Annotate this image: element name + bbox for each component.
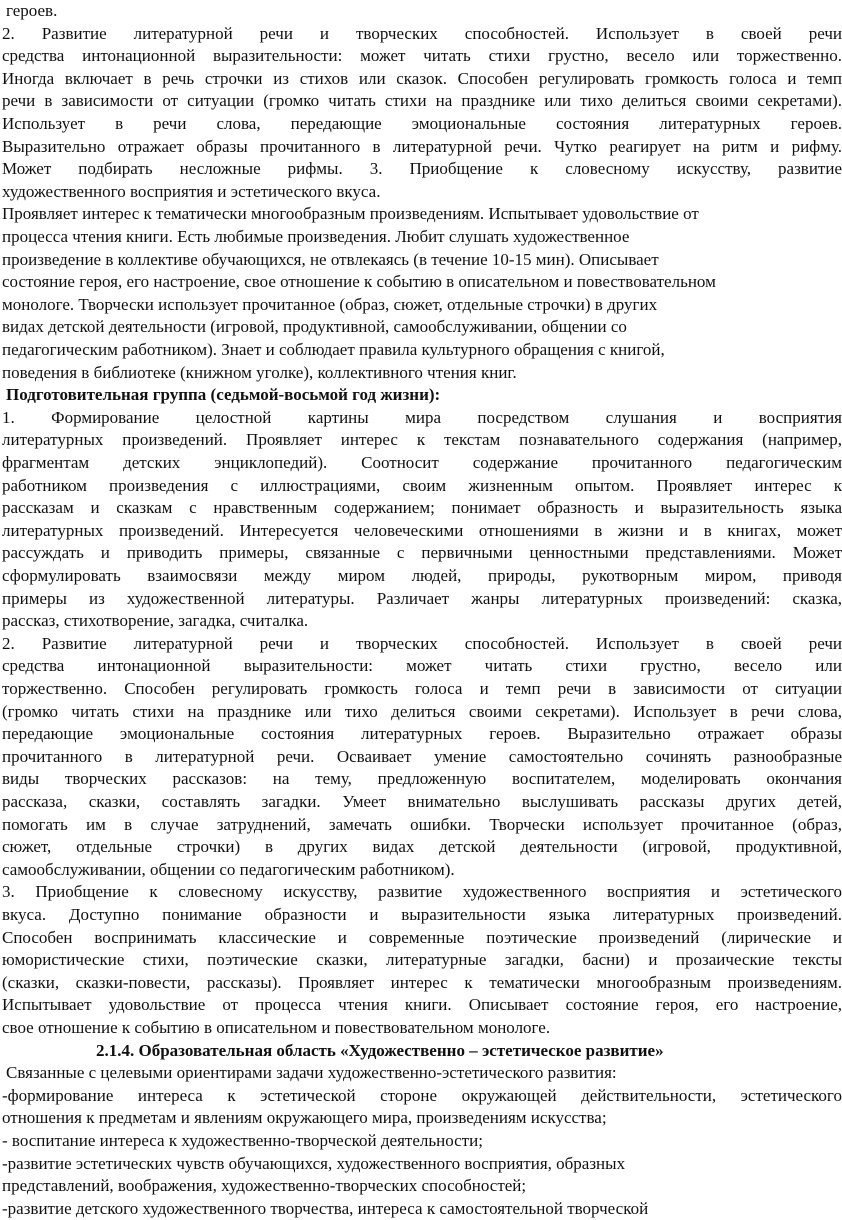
- text-line: Иногда включает в речь строчки из стихов или сказок. Способен регулировать громкость голоса и темп: [2, 68, 842, 88]
- list-item: -развитие детского художественного творчества, интереса к самостоятельной творческой: [2, 1198, 649, 1218]
- text-line: рассказа, сказки, составлять загадки. Умеет внимательно выслушивать рассказы других детей,: [2, 792, 842, 811]
- text-line: самообслуживании, общении со педагогическим работником).: [2, 859, 455, 879]
- text-line: 2. Развитие литературной речи и творческих способностей. Использует в своей речи: [2, 23, 842, 43]
- section-heading: 2.1.4. Образовательная область «Художественно – эстетическое развитие»: [96, 1040, 664, 1060]
- text-line: средства интонационной выразительности: может читать стихи грустно, весело или торжественно.: [2, 46, 842, 66]
- text-line: фрагментам детских энциклопедий). Соотносит содержание прочитанного педагогическим: [2, 453, 842, 472]
- list-item: -развитие эстетических чувств обучающихся, художественного восприятия, образных: [2, 1153, 626, 1173]
- text-line: видах детской деятельности (игровой, продуктивной, самообслуживании, общении со: [2, 317, 627, 337]
- text-line: торжественно. Способен регулировать громкость голоса и темп речи в зависимости от ситуации: [2, 679, 842, 698]
- text-line: Испытывает удовольствие от процесса чтения книги. Описывает состояние героя, его настроение,: [2, 995, 842, 1015]
- list-item: -формирование интереса к эстетической стороне окружающей действительности, эстетического: [2, 1085, 842, 1105]
- text-line: 3. Приобщение к словесному искусству, развитие художественного восприятия и эстетического: [2, 882, 842, 902]
- text-line: педагогическим работником). Знает и соблюдает правила культурного обращения с книгой,: [2, 340, 665, 359]
- text-line: средства интонационной выразительности: может читать стихи грустно, весело или: [2, 656, 842, 676]
- text-line: Способен воспринимать классические и современные поэтические произведений (лирические и: [2, 927, 842, 947]
- text-line: состояние героя, его настроение, свое отношение к событию в описательном и повествовательном: [2, 272, 716, 292]
- text-line: прочитанного в литературной речи. Осваивает умение самостоятельно сочинять разнообразные: [2, 746, 842, 766]
- text-line: художественного восприятия и эстетического вкуса.: [2, 181, 381, 201]
- text-line: героев.: [6, 1, 58, 20]
- text-line: Использует в речи слова, передающие эмоциональные состояния литературных героев.: [2, 114, 842, 133]
- list-item: - воспитание интереса к художественно-творческой деятельности;: [2, 1131, 483, 1150]
- text-line: поведения в библиотеке (книжном уголке), коллективного чтения книг.: [2, 362, 517, 382]
- text-line: 1. Формирование целостной картины мира посредством слушания и восприятия: [2, 407, 842, 427]
- text-line: юмористические стихи, поэтические сказки, литературные загадки, басни) и прозаические тексты: [2, 950, 842, 970]
- text-line: Связанные с целевыми ориентирами задачи художественно-эстетического развития:: [6, 1063, 617, 1083]
- text-line: литературных произведений. Проявляет интерес к текстам познавательного содержания (например,: [2, 430, 842, 450]
- text-line: речи в зависимости от ситуации (громко читать стихи на празднике или тихо делиться своими секретами).: [2, 91, 842, 111]
- section-heading: Подготовительная группа (седьмой-восьмой год жизни):: [6, 385, 441, 405]
- text-line: монологе. Творчески использует прочитанное (образ, сюжет, отдельные строчки) в других: [2, 294, 658, 314]
- text-line: примеры из художественной литературы. Различает жанры литературных произведений: сказка,: [2, 588, 842, 608]
- list-item: представлений, воображения, художественно-творческих способностей;: [2, 1176, 527, 1196]
- text-line: Может подбирать несложные рифмы. 3. Приобщение к словесному искусству, развитие: [2, 159, 842, 179]
- text-line: виды творческих рассказов: на тему, предложенную воспитателем, моделировать окончания: [2, 769, 842, 789]
- text-line: свое отношение к событию в описательном и повествовательном монологе.: [2, 1018, 551, 1037]
- text-line: Проявляет интерес к тематически многообразным произведениям. Испытывает удовольствие от: [2, 204, 699, 224]
- text-line: (сказки, сказки-повести, рассказы). Проявляет интерес к тематически многообразным произведениям.: [2, 972, 842, 992]
- text-line: работником произведения с иллюстрациями, своим жизненным опытом. Проявляет интерес к: [2, 475, 842, 495]
- text-line: (громко читать стихи на празднике или тихо делиться своими секретами). Использует в речи слова,: [2, 701, 842, 721]
- text-line: сформулировать взаимосвязи между миром людей, природы, рукотворным миром, приводя: [2, 566, 842, 585]
- text-line: Выразительно отражает образы прочитанного в литературной речи. Чутко реагирует на ритм и рифму.: [2, 136, 842, 156]
- text-line: 2. Развитие литературной речи и творческих способностей. Использует в своей речи: [2, 633, 842, 653]
- text-line: рассказам и сказкам с нравственным содержанием; понимает образность и выразительность языка: [2, 498, 842, 518]
- text-line: произведение в коллективе обучающихся, не отвлекаясь (в течение 10-15 мин). Описывает: [2, 249, 659, 269]
- list-item: отношения к предметам и явлениям окружающего мира, произведениям искусства;: [2, 1108, 607, 1128]
- text-line: рассказ, стихотворение, загадка, считалка.: [2, 611, 309, 631]
- text-line: помогать им в случае затруднений, замечать ошибки. Творчески использует прочитанное (образ,: [2, 814, 842, 834]
- text-line: процесса чтения книги. Есть любимые произведения. Любит слушать художественное: [2, 227, 630, 246]
- text-line: рассуждать и приводить примеры, связанные с первичными ценностными представлениями. Может: [2, 543, 842, 563]
- text-line: передающие эмоциональные состояния литературных героев. Выразительно отражает образы: [2, 724, 842, 744]
- text-line: вкуса. Доступно понимание образности и выразительности языка литературных произведений.: [2, 905, 842, 924]
- text-line: литературных произведений. Интересуется человеческими отношениями в жизни и в книгах, может: [2, 520, 842, 540]
- text-line: сюжет, отдельные строчки) в других видах детской деятельности (игровой, продуктивной,: [2, 837, 842, 857]
